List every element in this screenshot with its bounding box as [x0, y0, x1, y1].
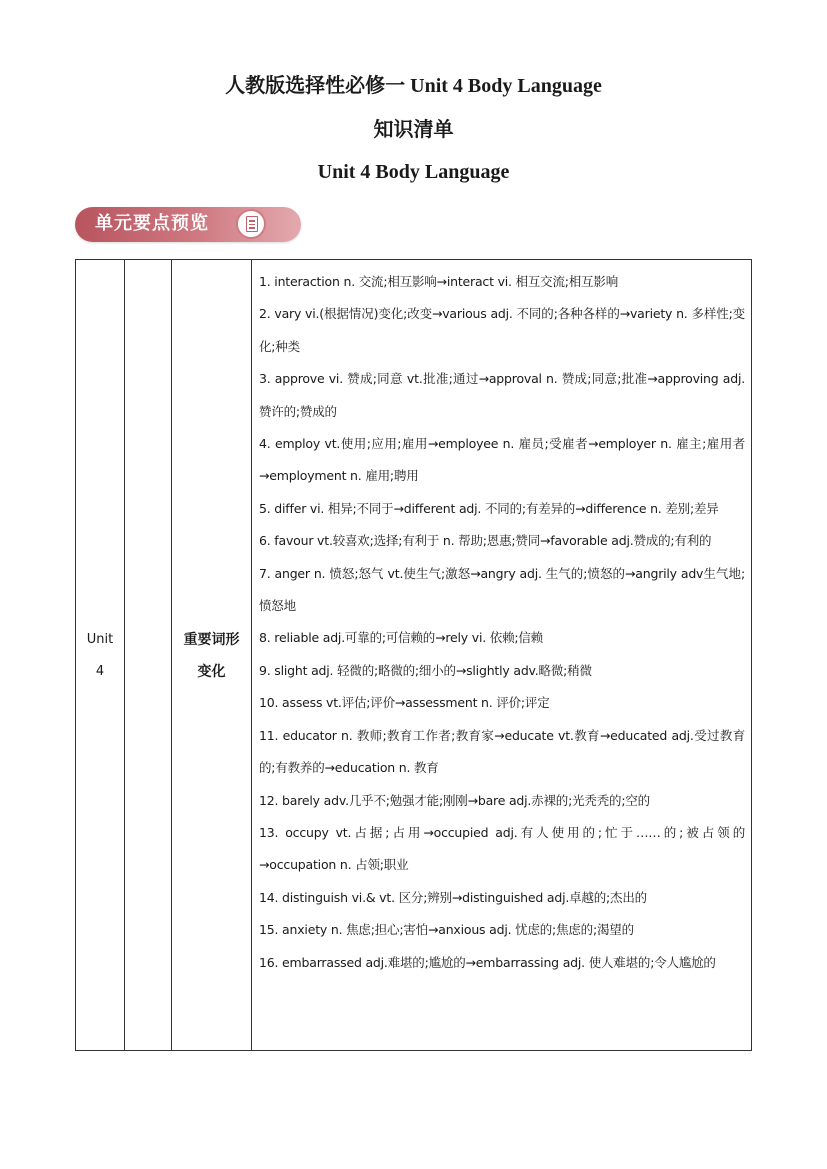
vocabulary-table: [75, 259, 752, 1051]
category-label-line1: 重要词形: [183, 632, 240, 648]
word-entry: 13. occupy vt.占据;占用→occupied adj.有人使用的;忙于……的;被占领的→occupation n. 占领;职业: [259, 824, 745, 873]
word-entry: 7. anger n. 愤怒;怒气 vt.使生气;激怒→angry adj. 生气的;愤怒的→angrily adv生气地;愤怒地: [259, 565, 745, 614]
word-entry: 6. favour vt.较喜欢;选择;有利于 n. 帮助;恩惠;赞同→favorable adj.赞成的;有利的: [259, 533, 712, 549]
section-banner-label: 单元要点预览: [95, 213, 209, 234]
document-icon: [236, 209, 266, 239]
word-entry: 2. vary vi.(根据情况)变化;改变→various adj. 不同的;各种各样的→variety n. 多样性;变化;种类: [259, 306, 745, 354]
word-entry: 3. approve vi. 赞成;同意 vt.批准;通过→approval n. 赞成;同意;批准→approving adj.赞许的;赞成的: [259, 371, 745, 419]
word-entry: 4. employ vt.使用;应用;雇用→employee n. 雇员;受雇者→employer n. 雇主;雇用者→employment n. 雇用;聘用: [259, 436, 745, 484]
column-divider: [124, 260, 125, 1050]
column-divider: [251, 260, 252, 1050]
category-label-line2: 变化: [197, 664, 226, 680]
document-subtitle: 知识清单: [373, 119, 454, 141]
word-entry: 1. interaction n. 交流;相互影响→interact vi. 相互交流;相互影响: [259, 274, 618, 289]
word-entry: 14. distinguish vi.& vt. 区分;辨别→distinguished adj.卓越的;杰出的: [259, 889, 647, 905]
word-entry: 16. embarrassed adj.难堪的;尴尬的→embarrassing adj. 使人难堪的;令人尴尬的: [259, 954, 716, 970]
document-title: 人教版选择性必修一 Unit 4 Body Language: [225, 75, 602, 97]
unit-number: 4: [95, 664, 105, 679]
word-entry: 15. anxiety n. 焦虑;担心;害怕→anxious adj. 忧虑的;焦虑的;渴望的: [259, 922, 634, 938]
word-entry: 12. barely adv.几乎不;勉强才能;刚刚→bare adj.赤裸的;光秃秃的;空的: [259, 792, 650, 808]
word-entry: 11. educator n. 教师;教育工作者;教育家→educate vt.教育→educated adj.受过教育的;有教养的→education n. 教育: [259, 727, 745, 776]
unit-cell: [76, 624, 124, 688]
section-banner: [75, 207, 301, 242]
unit-label: Unit: [86, 632, 114, 647]
word-entry: 8. reliable adj.可靠的;可信赖的→rely vi. 依赖;信赖: [259, 630, 543, 646]
unit-heading: Unit 4 Body Language: [317, 161, 510, 183]
category-cell: [172, 624, 251, 688]
word-entry: 5. differ vi. 相异;不同于→different adj. 不同的;有差异的→difference n. 差别;差异: [259, 500, 719, 516]
word-entry: 10. assess vt.评估;评价→assessment n. 评价;评定: [259, 695, 550, 711]
word-entry: 9. slight adj. 轻微的;略微的;细小的→slightly adv.略微;稍微: [259, 662, 592, 678]
word-entries-cell: [259, 266, 745, 979]
